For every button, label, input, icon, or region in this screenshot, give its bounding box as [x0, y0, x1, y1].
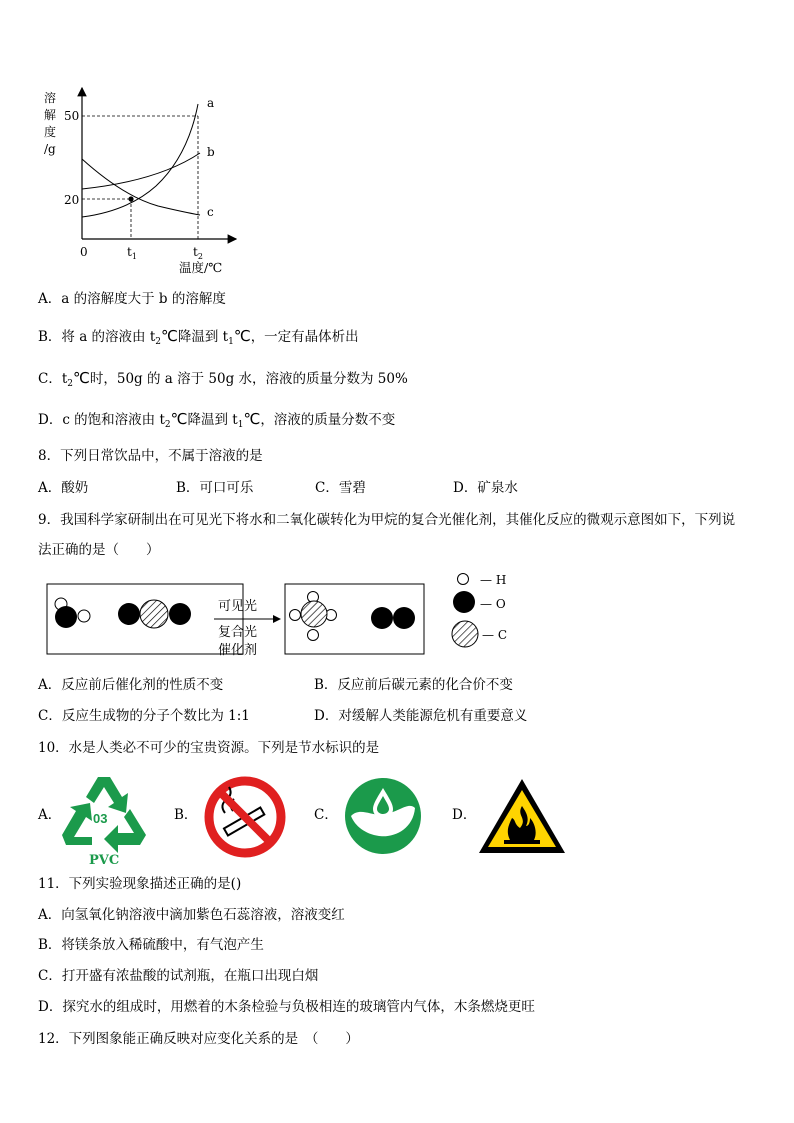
- methane-molecule: [290, 592, 337, 641]
- q7-option-a: A．a 的溶解度大于 b 的溶解度: [38, 291, 226, 307]
- q9-option-c: C．反应生成物的分子个数比为 1:1: [38, 708, 250, 724]
- ylabel-4: /g: [44, 142, 56, 156]
- flammable-warning-icon: [476, 776, 568, 856]
- arrow-bottom-label-2: 催化剂: [218, 643, 258, 658]
- q11-option-a: A．向氢氧化钠溶液中滴加紫色石蕊溶液，溶液变红: [38, 907, 345, 923]
- intersection-point: [128, 196, 133, 201]
- legend-o-label: — O: [480, 597, 506, 611]
- q10-stem: 10．水是人类必不可少的宝贵资源。下列是节水标识的是: [38, 740, 380, 756]
- q7-option-b: B．将 a 的溶液由 $t_2℃$降温到 $t_1℃$，一定有晶体析出: [38, 327, 359, 347]
- q8-stem: 8．下列日常饮品中，不属于溶液的是: [38, 448, 263, 464]
- curve-a: [82, 104, 198, 217]
- arrow-bottom-label-1: 复合光: [218, 625, 258, 640]
- q8-option-c: C．雪碧: [315, 480, 366, 496]
- legend-c-icon: [452, 621, 478, 647]
- recycle-number: 03: [93, 811, 108, 826]
- recycle-text: PVC: [89, 853, 120, 868]
- label-c: c: [207, 205, 214, 219]
- q12-stem: 12．下列图象能正确反映对应变化关系的是 （ ）: [38, 1031, 359, 1047]
- q9-option-d: D．对缓解人类能源危机有重要意义: [314, 708, 528, 724]
- q9-option-b: B．反应前后碳元素的化合价不变: [314, 677, 513, 693]
- q8-option-d: D．矿泉水: [453, 480, 518, 496]
- xtick-t2: $t_2$: [193, 245, 203, 261]
- co2-molecule: [118, 600, 191, 628]
- xtick-t1: $t_1$: [127, 245, 137, 261]
- no-smoking-icon: [203, 775, 287, 859]
- recycle-pvc-icon: [58, 773, 150, 869]
- q11-stem: 11．下列实验现象描述正确的是(): [38, 876, 242, 892]
- legend-h-icon: [458, 574, 469, 585]
- q9-stem-line1: 9．我国科学家研制出在可见光下将水和二氧化碳转化为甲烷的复合光催化剂，其催化反应的微观示意图如下，下列说: [38, 512, 736, 528]
- ylabel-3: 度: [44, 125, 57, 139]
- legend-h-label: — H: [480, 573, 507, 587]
- q7-option-c: C．$t_2℃$时，50g 的 a 溶于 50g 水，溶液的质量分数为 50%: [38, 369, 408, 389]
- q11-option-c: C．打开盛有浓盐酸的试剂瓶，在瓶口出现白烟: [38, 968, 319, 984]
- x-axis-label: 温度/℃: [179, 260, 223, 275]
- arrow-top-label: 可见光: [218, 599, 258, 614]
- ylabel-1: 溶: [44, 91, 57, 105]
- q9-stem-line2: 法正确的是（ ）: [38, 542, 160, 558]
- ytick-50: 50: [64, 109, 80, 123]
- q10-label-b: B．: [174, 807, 198, 823]
- water-saving-icon: [343, 776, 423, 856]
- oxygen-molecule: [371, 607, 415, 629]
- q10-label-c: C．: [314, 807, 338, 823]
- reaction-diagram: [40, 568, 530, 668]
- label-a: a: [207, 96, 215, 110]
- legend-o-icon: [453, 591, 475, 613]
- q9-option-a: A．反应前后催化剂的性质不变: [38, 677, 224, 693]
- q11-option-b: B．将镁条放入稀硫酸中，有气泡产生: [38, 937, 264, 953]
- q8-option-a: A．酸奶: [38, 480, 89, 496]
- legend-c-label: — C: [482, 628, 507, 642]
- q10-label-d: D．: [452, 807, 477, 823]
- origin-label: 0: [80, 245, 88, 259]
- q10-label-a: A．: [38, 807, 62, 823]
- solubility-graph: [38, 86, 248, 276]
- q7-option-d: D．c 的饱和溶液由 $t_2℃$降温到 $t_1℃$，溶液的质量分数不变: [38, 410, 396, 430]
- q8-option-b: B．可口可乐: [176, 480, 254, 496]
- q11-option-d: D．探究水的组成时，用燃着的木条检验与负极相连的玻璃管内气体，木条燃烧更旺: [38, 999, 535, 1015]
- label-b: b: [207, 145, 215, 159]
- ytick-20: 20: [64, 193, 80, 207]
- water-molecule: [55, 598, 90, 628]
- ylabel-2: 解: [44, 108, 57, 122]
- curve-b: [82, 153, 200, 189]
